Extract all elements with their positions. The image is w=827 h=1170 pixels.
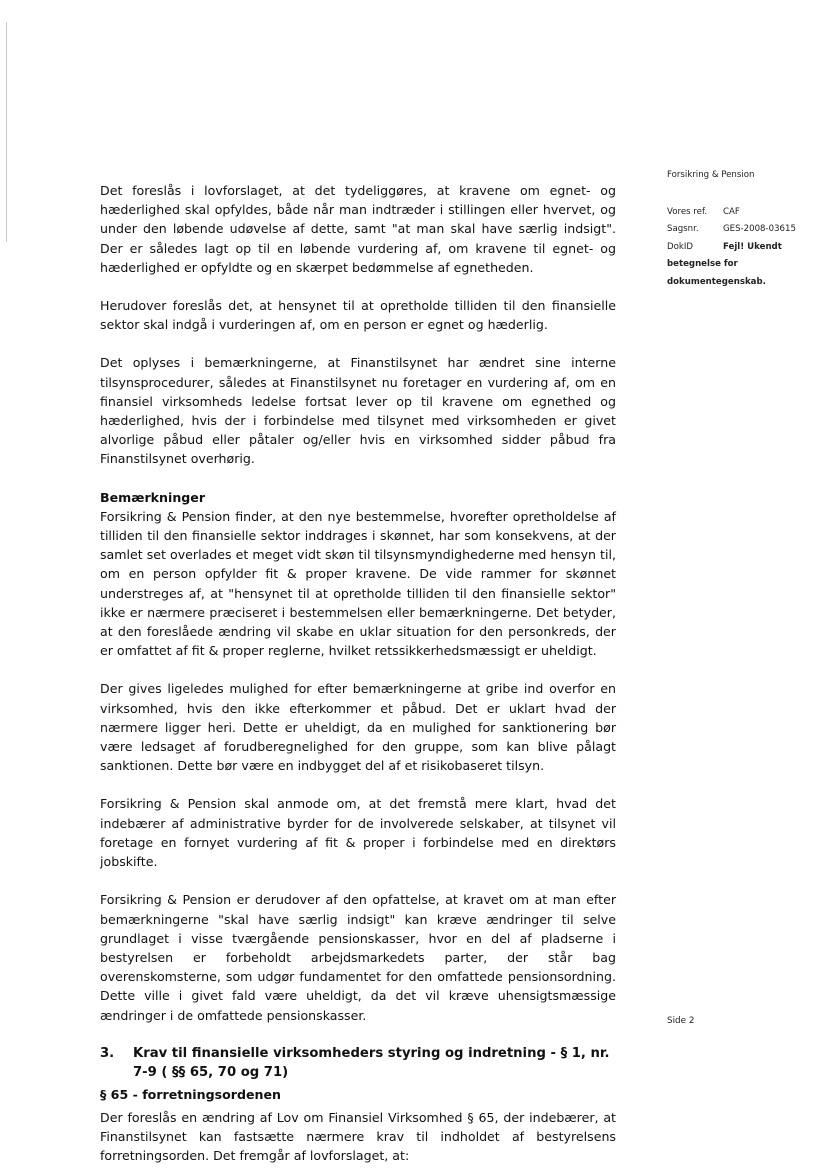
sidebar-ref-row [667, 204, 817, 222]
docid-value-cont1: betegnelse for [667, 259, 738, 270]
paragraph-6: Forsikring & Pension skal anmode om, at det fremstå mere klart, hvad det indebærer af administrative byrder for de involverede selskaber, at tilsynet vil foretage en fornyet vurdering af fit & proper i forbindelse med en direktørs jobskifte. [100, 796, 616, 870]
document-sidebar [667, 167, 817, 292]
document-body [100, 181, 616, 1165]
case-value: GES-2008-03615 [723, 224, 796, 235]
ref-label: Vores ref. [667, 206, 708, 217]
docid-value-cont2: dokumentegenskab. [667, 276, 766, 287]
paragraph-1: Det foreslås i lovforslaget, at det tydeliggøres, at kravene om egnet- og hæderlighed skal opfyldes, både når man indtræder i stillingen eller hvervet, og under den løbende udøvelse af dette, samt "at man skal have særlig indsigt". Der er således lagt op til en løbende vurdering af, om kravene til egnet- og hæderlighed er opfyldte og en skærpet bedømmelse af egnetheden. [100, 183, 616, 275]
sidebar-case-row [667, 221, 817, 239]
paragraph-3: Det oplyses i bemærkningerne, at Finanstilsynet har ændret sine interne tilsynsprocedurer, således at Finanstilsynet nu foretager en vurdering af, om en finansiel virksomheds ledelse fortsat lever op til kravene om egnethed og hæderlighed, hvis der i forbindelse med tilsynet med virksomheden er givet alvorlige påbud eller påtaler og/eller hvis en virksomhed sidder påbud fra Finanstilsynet overhørig. [100, 355, 616, 467]
page-number: Side 2 [667, 1016, 695, 1026]
paragraph-8: Der foreslås en ændring af Lov om Finansiel Virksomhed § 65, der indebærer, at Finanstilsynet kan fastsætte nærmere krav til indholdet af bestyrelsens forretningsorden. Det fremgår af lovforslaget, at: [100, 1109, 616, 1164]
section-number: 3. [100, 1045, 115, 1061]
margin-line [6, 22, 7, 242]
paragraph-5: Der gives ligeledes mulighed for efter bemærkningerne at gribe ind overfor en virksomhed, hvis den ikke efterkommer et påbud. Det er uklart hvad der nærmere ligger heri. Dette er uheldigt, da en mulighed for sanktionering bør være ledsaget af forudberegnelighed for den gruppe, som kan blive pålagt sanktionen. Dette bør være en indbygget del af et risikobaseret tilsyn. [100, 681, 616, 774]
paragraph-7: Forsikring & Pension er derudover af den opfattelse, at kravet om at man efter bemærkningerne "skal have særlig indsigt" kan kræve ændringer til selve grundlaget i visse tværgående pensionskasser, hvor en del af pladserne i bestyrelsen er forbeholdt arbejdsmarkedets parter, der står bag overenskomsterne, som udgør fundamentet for den omfattede pensionsordning. Dette ville i givet fald være uheldigt, da det vil kræve uhensigtsmæssige ændringer i de omfattede pensionskasser. [100, 892, 616, 1023]
docid-value: Fejl! Ukendt [723, 241, 782, 252]
sidebar-docid-row [667, 239, 817, 257]
paragraph-2: Herudover foreslås det, at hensynet til at opretholde tilliden til den finansielle sektor skal indgå i vurderingen af, om en person er egnet og hæderlig. [100, 298, 616, 333]
sidebar-org: Forsikring & Pension [667, 170, 755, 180]
ref-value: CAF [723, 206, 740, 217]
docid-label: DokID [667, 241, 694, 252]
section-title: Krav til finansielle virksomheders styring og indretning - § 1, nr. 7-9 ( §§ 65, 70 og 71) [133, 1045, 610, 1081]
case-label: Sagsnr. [667, 224, 699, 235]
paragraph-4: Forsikring & Pension finder, at den nye bestemmelse, hvorefter opretholdelse af tilliden til den finansielle sektor inddrages i skønnet, har som konsekvens, at der samlet set overlades et meget vidt skøn til tilsynsmyndighederne med hensyn til, om en person opfylder fit & proper kravene. De vide rammer for skønnet understreges af, at "hensynet til at opretholde tilliden til den finansielle sektor" ikke er nærmere præciseret i bestemmelsen eller bemærkningerne. Det betyder, at den foreslåede ændring vil skabe en uklar situation for den personkreds, der er omfattet af fit & proper reglerne, hvilket retssikkerhedsmæssigt er uheldigt. [100, 508, 616, 659]
subsection-heading: § 65 - forretningsordenen [100, 1086, 281, 1102]
section-heading [100, 1044, 616, 1083]
remarks-heading: Bemærkninger [100, 489, 206, 505]
